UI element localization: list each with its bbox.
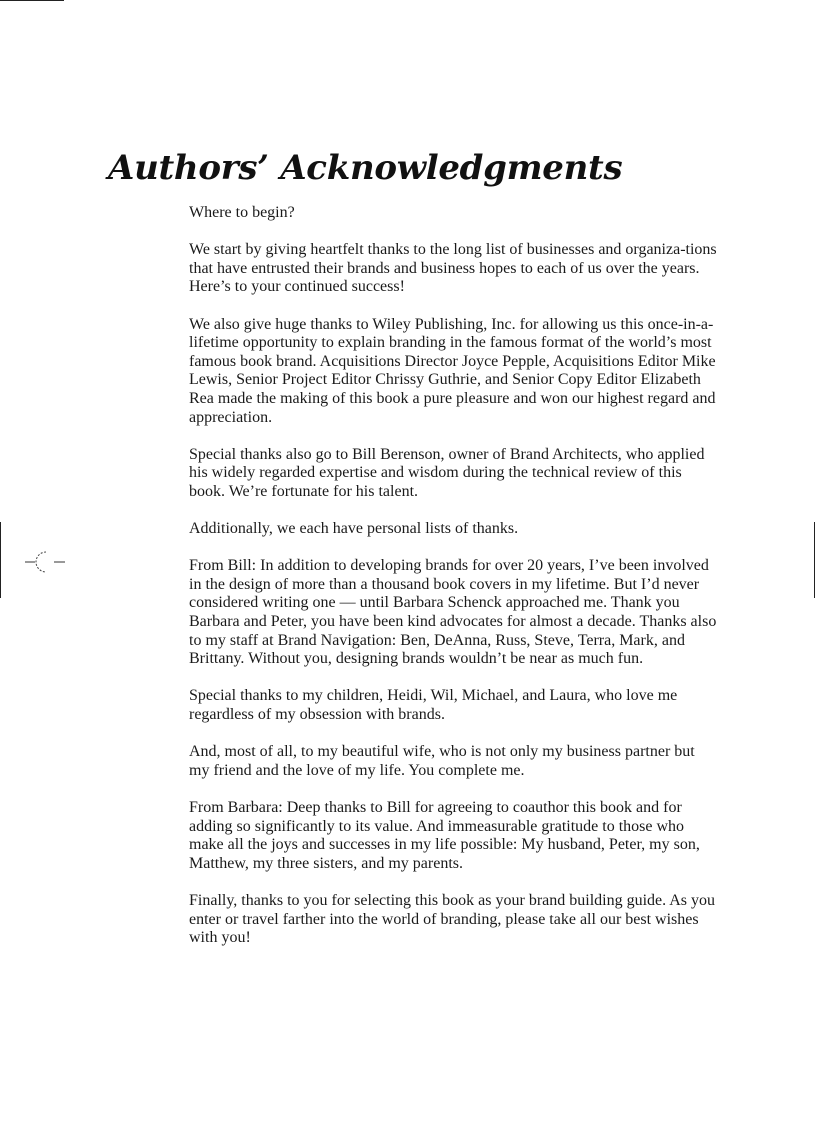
crop-mark-left <box>0 522 1 598</box>
paragraph: From Bill: In addition to developing brands for over 20 years, I’ve been involved in the design of more than a thousand book covers in my lifetime. But I’d never considered writing one — until Barbara Schenck approached me. Thank you Barbara and Peter, you have been kind advocates for almost a decade. Thanks also to my staff at Brand Navigation: Ben, DeAnna, Russ, Steve, Terra, Mark, and Brittany. Without you, designing brands wouldn’t be near as much fun. <box>189 557 717 668</box>
crop-mark-right <box>814 522 815 598</box>
paragraph: Additionally, we each have personal lists of thanks. <box>189 520 519 538</box>
paragraph: And, most of all, to my beautiful wife, who is not only my business partner but my friend and the love of my life. You complete me. <box>189 743 695 779</box>
crop-mark-top <box>0 0 64 1</box>
page-title: Authors’ Acknowledgments <box>108 148 623 188</box>
registration-mark-icon <box>25 548 65 576</box>
paragraph: We start by giving heartfelt thanks to the long list of businesses and organiza-tions that have entrusted their brands and business hopes to each of us over the years. Here’s to your continued success! <box>189 241 717 296</box>
acknowledgments-body <box>189 204 719 966</box>
paragraph: Where to begin? <box>189 204 295 221</box>
paragraph: From Barbara: Deep thanks to Bill for agreeing to coauthor this book and for adding so significantly to its value. And immeasurable gratitude to those who make all the joys and successes in my life possible: My husband, Peter, my son, Matthew, my three sisters, and my parents. <box>189 799 700 872</box>
paragraph: We also give huge thanks to Wiley Publishing, Inc. for allowing us this once-in-a-lifetime opportunity to explain branding in the famous format of the world’s most famous book brand. Acquisitions Director Joyce Pepple, Acquisitions Editor Mike Lewis, Senior Project Editor Chrissy Guthrie, and Senior Copy Editor Elizabeth Rea made the making of this book a pure pleasure and won our highest regard and appreciation. <box>189 315 716 426</box>
paragraph: Finally, thanks to you for selecting this book as your brand building guide. As you enter or travel farther into the world of branding, please take all our best wishes with you! <box>189 891 716 947</box>
paragraph: Special thanks to my children, Heidi, Wil, Michael, and Laura, who love me regardless of my obsession with brands. <box>189 687 678 724</box>
paragraph: Special thanks also go to Bill Berenson, owner of Brand Architects, who applied his widely regarded expertise and wisdom during the technical review of this book. We’re fortunate for his talent. <box>189 445 705 500</box>
